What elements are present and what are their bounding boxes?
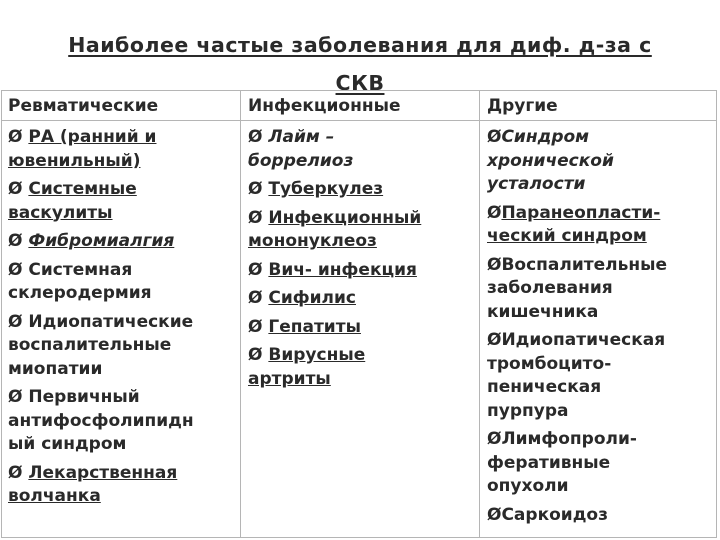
list-item — [248, 344, 471, 391]
list-item-text: боррелиоз — [248, 150, 354, 171]
list-item-line — [487, 173, 710, 197]
column-infectious — [241, 90, 479, 396]
list-item-text: Лекарственная — [28, 462, 178, 483]
list-item-line — [487, 400, 710, 424]
list-item-text: артриты — [248, 368, 331, 389]
list-item-text: Лайм – — [268, 127, 335, 147]
bullet-arrow-icon: Ø — [248, 345, 269, 365]
list-item — [487, 254, 710, 325]
list-item — [248, 259, 471, 283]
list-item-line — [8, 410, 232, 434]
column-header-rheumatic: Ревматические — [8, 96, 159, 116]
list-item-text: ый синдром — [8, 434, 127, 454]
list-item-text: хронической — [487, 150, 614, 171]
list-item — [8, 386, 232, 457]
list-item-line — [487, 329, 710, 353]
list-item — [248, 126, 471, 173]
list-item-text: Гепатиты — [268, 316, 361, 337]
list-item — [8, 230, 232, 254]
bullet-arrow-icon: Ø — [487, 429, 502, 449]
list-item-line — [248, 207, 471, 231]
list-item-text: феративные — [487, 452, 611, 473]
column-header-infectious: Инфекционные — [248, 96, 401, 116]
list-item-text: кишечника — [487, 301, 599, 322]
list-item-text: Системная — [28, 259, 133, 280]
list-item-text: Инфекционный — [268, 207, 422, 228]
list-item-text: воспалительные — [8, 335, 172, 355]
list-item — [487, 202, 710, 249]
list-item — [8, 178, 232, 225]
title-line-2: СКВ — [335, 71, 385, 95]
list-item-line — [487, 126, 710, 150]
bullet-arrow-icon: Ø — [248, 207, 269, 228]
list-item-line — [8, 386, 232, 410]
bullet-arrow-icon: Ø — [487, 504, 502, 525]
column-header-other: Другие — [487, 96, 558, 116]
list-item-line — [487, 452, 710, 476]
bullet-arrow-icon: Ø — [248, 288, 269, 308]
list-item — [248, 287, 471, 311]
list-item-text: волчанка — [8, 486, 101, 506]
list-item-text: Лимфопроли- — [501, 429, 637, 449]
bullet-arrow-icon: Ø — [8, 311, 29, 332]
list-item-line — [8, 230, 232, 254]
list-item-line — [8, 334, 232, 358]
bullet-arrow-icon: Ø — [8, 127, 29, 147]
list-item-line — [487, 301, 710, 325]
list-item-line — [8, 358, 232, 382]
bullet-arrow-icon: Ø — [8, 179, 29, 199]
title-line-1: Наиболее частые заболевания для диф. д-за с — [68, 33, 652, 57]
list-item-text: Идиопатическая — [501, 330, 666, 350]
list-item-line — [487, 376, 710, 400]
list-item-text: Паранеопласти- — [501, 202, 661, 223]
list-item-line — [8, 178, 232, 202]
bullet-arrow-icon: Ø — [8, 387, 29, 407]
list-item-text: усталости — [487, 174, 586, 194]
list-item-text: васкулиты — [8, 202, 113, 223]
list-item-line — [8, 311, 232, 335]
list-item — [8, 462, 232, 509]
bullet-arrow-icon: Ø — [8, 231, 29, 251]
list-item-line — [248, 150, 471, 174]
list-item-text: ювенильный) — [8, 150, 141, 171]
list-item-text: заболевания — [487, 278, 613, 298]
list-item-text: мононуклеоз — [248, 231, 377, 251]
column-other — [480, 90, 718, 532]
list-item-text: Саркоидоз — [501, 504, 608, 525]
list-item-text: Сифилис — [268, 288, 356, 308]
bullet-arrow-icon: Ø — [487, 254, 502, 275]
list-item-line — [248, 126, 471, 150]
list-infectious — [241, 121, 479, 391]
list-item-line — [8, 259, 232, 283]
bullet-arrow-icon: Ø — [8, 259, 29, 280]
list-item — [487, 428, 710, 499]
list-item — [8, 126, 232, 173]
list-item-text: Синдром — [501, 127, 590, 147]
list-item — [8, 259, 232, 306]
list-item-line — [8, 462, 232, 486]
list-item-text: ческий синдром — [487, 226, 647, 246]
list-item-text: Вирусные — [268, 345, 366, 365]
list-item-line — [487, 254, 710, 278]
bullet-arrow-icon: Ø — [248, 316, 269, 337]
list-item — [248, 207, 471, 254]
list-item-line — [487, 504, 710, 528]
list-item — [487, 126, 710, 197]
list-item-text: Воспалительные — [501, 254, 667, 275]
list-item-line — [487, 475, 710, 499]
list-item-text: Туберкулез — [268, 179, 384, 199]
bullet-arrow-icon: Ø — [248, 127, 269, 147]
list-item-line — [8, 202, 232, 226]
list-item-line — [487, 202, 710, 226]
list-item-line — [248, 178, 471, 202]
bullet-arrow-icon: Ø — [248, 259, 269, 280]
list-item-text: РА (ранний и — [28, 127, 157, 147]
list-item-line — [8, 126, 232, 150]
list-item-line — [487, 428, 710, 452]
list-item-text: миопатии — [8, 358, 103, 379]
list-other — [480, 121, 718, 527]
bullet-arrow-icon: Ø — [248, 179, 269, 199]
list-item-text: Системные — [28, 179, 137, 199]
bullet-arrow-icon: Ø — [487, 330, 502, 350]
bullet-arrow-icon: Ø — [487, 127, 502, 147]
bullet-arrow-icon: Ø — [487, 202, 502, 223]
list-item-text: склеродермия — [8, 283, 152, 303]
list-item — [8, 311, 232, 382]
list-item-line — [248, 344, 471, 368]
list-item — [487, 329, 710, 423]
list-item-line — [8, 150, 232, 174]
list-item-text: опухоли — [487, 476, 569, 496]
list-item-text: Вич- инфекция — [268, 259, 417, 280]
list-item-line — [8, 433, 232, 457]
list-item-line — [8, 485, 232, 509]
list-item-text: антифосфолипидн — [8, 410, 194, 431]
list-item-text: пурпура — [487, 400, 569, 421]
list-item-text: Фибромиалгия — [28, 231, 175, 251]
bullet-arrow-icon: Ø — [8, 462, 29, 483]
list-item-text: тромбоцито- — [487, 353, 612, 374]
column-rheumatic — [1, 90, 240, 514]
list-item-text: Первичный — [28, 387, 140, 407]
list-item-line — [248, 230, 471, 254]
list-item-text: Идиопатические — [28, 311, 194, 332]
list-item-line — [248, 259, 471, 283]
list-item-line — [248, 316, 471, 340]
list-item-text: пеническая — [487, 377, 602, 397]
list-item-line — [248, 368, 471, 392]
list-rheumatic — [1, 121, 240, 509]
list-item — [248, 178, 471, 202]
list-item-line — [487, 150, 710, 174]
list-item — [487, 504, 710, 528]
list-item-line — [487, 353, 710, 377]
list-item-line — [8, 282, 232, 306]
list-item-line — [487, 277, 710, 301]
list-item-line — [487, 225, 710, 249]
list-item — [248, 316, 471, 340]
list-item-line — [248, 287, 471, 311]
